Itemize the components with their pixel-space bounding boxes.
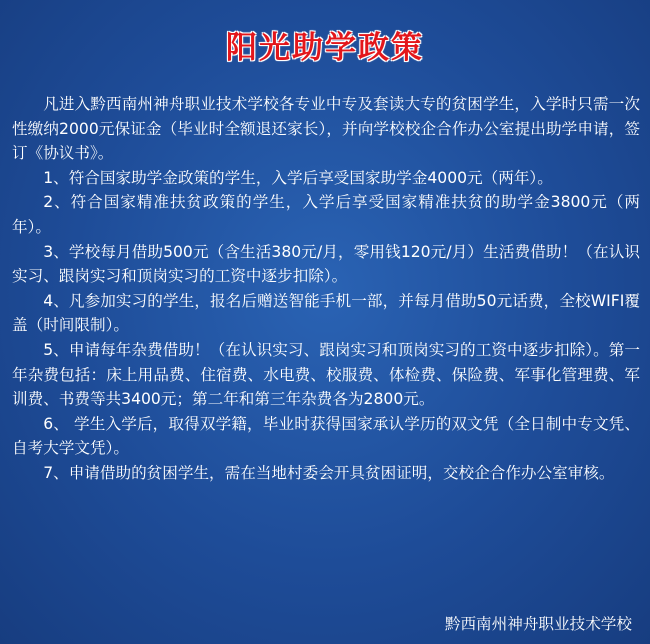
policy-content <box>12 92 640 486</box>
title-container <box>0 22 650 67</box>
policy-item-2: 2、符合国家精准扶贫政策的学生，入学后享受国家精准扶贫的助学金3800元（两年）。 <box>12 193 640 236</box>
policy-item-6: 6、 学生入学后，取得双学籍，毕业时获得国家承认学历的双文凭（全日制中专文凭、自考大学文凭）。 <box>12 414 640 458</box>
policy-item-1: 1、符合国家助学金政策的学生，入学后享受国家助学金4000元（两年）。 <box>43 168 553 187</box>
policy-item-7: 7、申请借助的贫困学生，需在当地村委会开具贫困证明，交校企合作办公室审核。 <box>43 463 615 482</box>
school-signature: 黔西南州神舟职业技术学校 <box>444 615 632 633</box>
intro-paragraph: 凡进入黔西南州神舟职业技术学校各专业中专及套读大专的贫困学生，入学时只需一次性缴纳2000元保证金（毕业时全额退还家长），并向学校校企合作办公室提出助学申请，签订《协议书》。 <box>12 95 640 163</box>
policy-item-5: 5、申请每年杂费借助！（在认识实习、跟岗实习和顶岗实习的工资中逐步扣除）。第一年杂费包括：床上用品费、住宿费、水电费、校服费、体检费、保险费、军事化管理费、军训费、书费等共3400元；第二年和第三年杂费各为2800元。 <box>12 340 640 409</box>
page-title: 阳光助学政策 <box>226 30 424 66</box>
policy-item-4: 4、凡参加实习的学生，报名后赠送智能手机一部，并每月借助50元话费，全校WIFI覆盖（时间限制）。 <box>12 291 640 335</box>
policy-item-3: 3、学校每月借助500元（含生活380元/月，零用钱120元/月）生活费借助！（在认识实习、跟岗实习和顶岗实习的工资中逐步扣除）。 <box>12 242 640 286</box>
